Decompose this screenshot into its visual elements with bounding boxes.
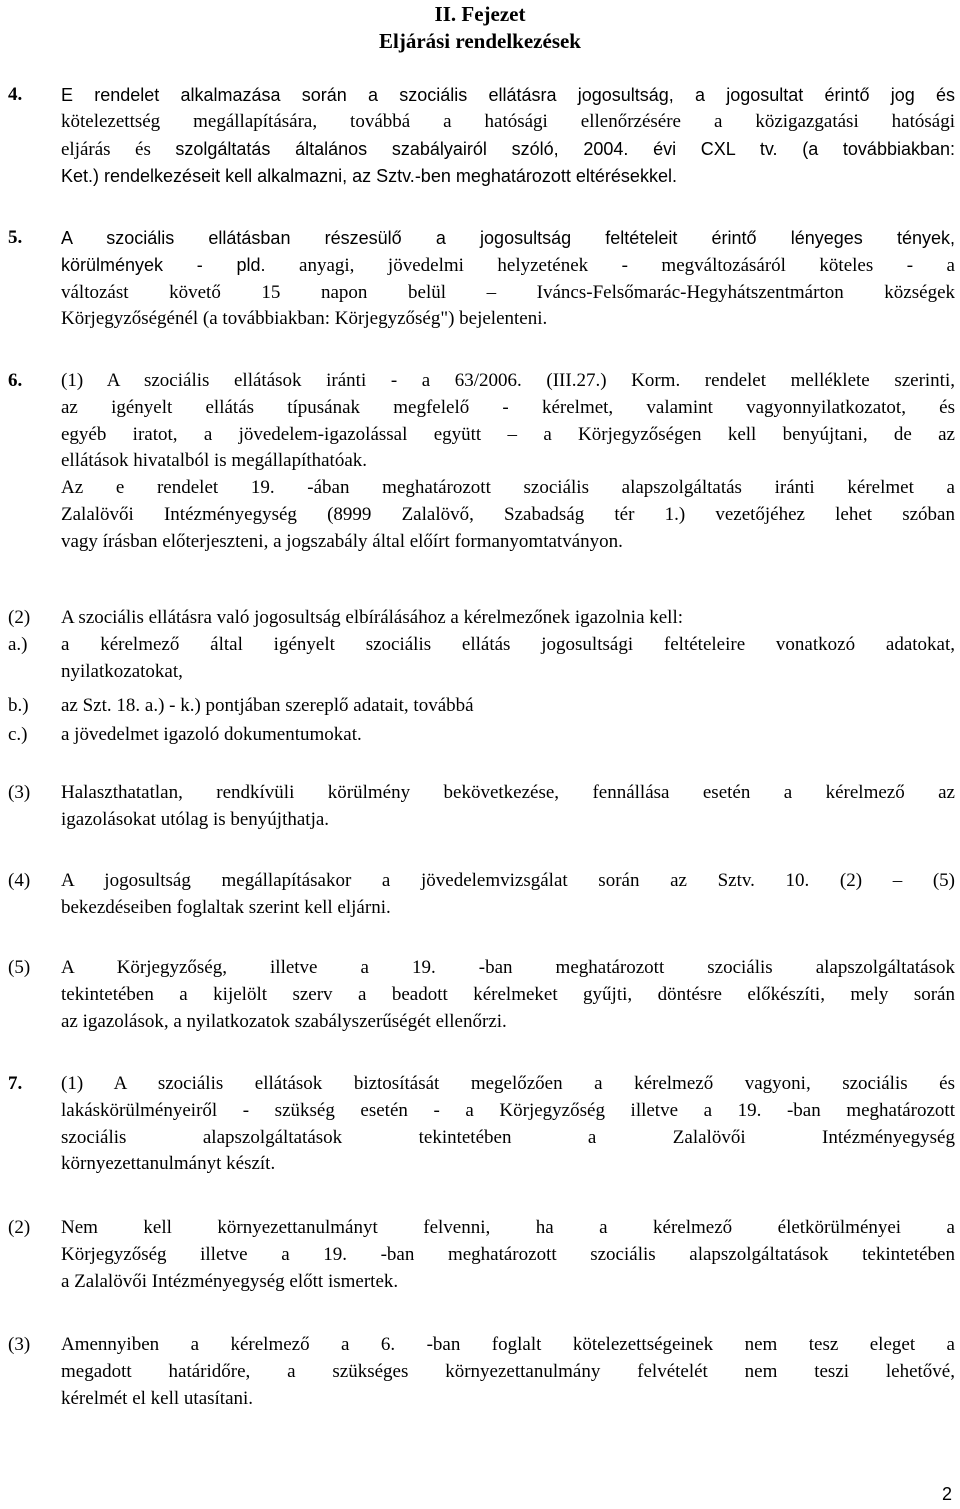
paragraph-number: (3) [8, 1334, 31, 1355]
text-line: A Körjegyzőség, illetve a 19. -ban meghatározott szociális alapszolgáltatások [61, 957, 955, 978]
paragraph-text [61, 1071, 955, 1178]
paragraph-7 [8, 1071, 955, 1186]
text-line: tekintetében a kijelölt szerv a beadott kérelmeket gyűjti, döntésre előkészíti, mely során [61, 983, 955, 1005]
text-line: lakáskörülményeiről - szükség esetén - a Körjegyzőség illetve a 19. -ban meghatározott [61, 1099, 955, 1121]
list-text: a jövedelmet igazoló dokumentumokat. [61, 724, 362, 745]
text-line: kérelmét el kell utasítani. [61, 1387, 254, 1409]
text-line: a Zalalövői Intézményegység előtt ismertek. [61, 1270, 399, 1292]
text-line: bekezdéseiben foglaltak szerint kell eljárni. [61, 896, 391, 918]
text-line: szociális alapszolgáltatások tekintetében a Zalalövői Intézményegység [61, 1126, 955, 1148]
text-line [61, 252, 955, 280]
text-line: Nem kell környezettanulmányt felvenni, ha a kérelmező életkörülményei a [61, 1217, 955, 1238]
paragraph-number: 7. [8, 1073, 23, 1094]
text-line: (1) A szociális ellátások biztosítását megelőzően a kérelmező vagyoni, szociális és [61, 1073, 955, 1094]
text-line: Körjegyzőségénél (a továbbiakban: Körjegyzőség") bejelenteni. [61, 308, 548, 330]
text-line: környezettanulmányt készít. [61, 1153, 276, 1175]
text-line: vagy írásban előterjeszteni, a jogszabály által előírt formanyomtatványon. [61, 530, 623, 552]
text-line: kötelezettség megállapítására, továbbá a hatósági ellenőrzésére a közigazgatási hatósági [61, 110, 955, 132]
paragraph-number: 4. [8, 84, 23, 105]
text-line: Zalalövői Intézményegység (8999 Zalalövő, Szabadság tér 1.) vezetőjéhez lehet szóban [61, 503, 955, 525]
text-line: (1) A szociális ellátások iránti - a 63/2006. (III.27.) Korm. rendelet melléklete szerinti, [61, 370, 955, 391]
text-line: E rendelet alkalmazása során a szociális ellátásra jogosultság, a jogosultat érintő jog és [61, 85, 955, 105]
text-line: megadott határidőre, a szükséges környezettanulmány felvételét nem teszi lehetővé, [61, 1360, 955, 1382]
paragraph-5 [8, 225, 955, 335]
text-segment: körülmények - pld. [61, 254, 266, 275]
text-line: egyéb iratot, a jövedelem-igazolással együtt – a Körjegyzőségen kell benyújtani, de az [61, 423, 955, 445]
text-segment: anyagi, jövedelmi helyzetének - megváltozásáról köteles - a [265, 254, 955, 276]
text-line: A jogosultság megállapításakor a jövedelemvizsgálat során az Sztv. 10. (2) – (5) [61, 870, 955, 891]
paragraph-text [61, 225, 955, 333]
list-marker: b.) [8, 695, 29, 716]
text-line: ellátások hivatalból is megállapíthatóak. [61, 450, 368, 472]
text-line: az igazolások, a nyilatkozatok szabályszerűségét ellenőrzi. [61, 1010, 507, 1032]
text-line [61, 136, 955, 164]
paragraph-text [61, 955, 955, 1035]
list-item-b [8, 693, 955, 723]
paragraph-text [61, 368, 955, 556]
paragraph-number: 6. [8, 370, 23, 391]
paragraph-6-3 [8, 780, 955, 840]
list-text [61, 632, 955, 686]
paragraph-number: (2) [8, 607, 31, 628]
paragraph-7-2 [8, 1215, 955, 1305]
paragraph-text [61, 82, 955, 190]
chapter-title: II. Fejezet [434, 2, 526, 26]
text-line: Körjegyzőség illetve a 19. -ban meghatározott szociális alapszolgáltatások tekintetében [61, 1243, 955, 1265]
paragraph-number: (2) [8, 1217, 31, 1238]
page-number: 2 [941, 1484, 952, 1504]
paragraph-text [61, 780, 955, 834]
paragraph-number: (4) [8, 870, 31, 891]
paragraph-number: 5. [8, 227, 23, 248]
list-item-a [8, 632, 955, 692]
paragraph-text [61, 1215, 955, 1295]
text-line: a kérelmező által igényelt szociális ellátás jogosultsági feltételeire vonatkozó adatokat, [61, 634, 955, 655]
paragraph-6-4 [8, 868, 955, 928]
text-segment: eljárás és [61, 138, 176, 160]
text-line: változást követő 15 napon belül – Iváncs-Felsőmarác-Hegyhátszentmárton községek [61, 281, 955, 303]
list-marker: a.) [8, 634, 28, 655]
text-line: nyilatkozatokat, [61, 660, 183, 682]
text-line: igazolásokat utólag is benyújthatja. [61, 808, 330, 830]
chapter-subtitle: Eljárási rendelkezések [378, 29, 581, 53]
paragraph-number: (5) [8, 957, 31, 978]
list-text: az Szt. 18. a.) - k.) pontjában szereplő adatait, továbbá [61, 695, 474, 716]
text-line: Ket.) rendelkezéseit kell alkalmazni, az Sztv.-ben meghatározott eltérésekkel. [61, 166, 677, 187]
list-marker: c.) [8, 724, 28, 745]
text-line: Halaszthatatlan, rendkívüli körülmény bekövetkezése, fennállása esetén a kérelmező az [61, 782, 955, 803]
text-line: Az e rendelet 19. -ában meghatározott szociális alapszolgáltatás iránti kérelmet a [61, 477, 955, 499]
list-item-c [8, 722, 955, 752]
paragraph-text [61, 1332, 955, 1412]
paragraph-4 [8, 82, 955, 192]
text-line: Amennyiben a kérelmező a 6. -ban foglalt kötelezettségeinek nem tesz eleget a [61, 1334, 955, 1355]
paragraph-6 [8, 368, 955, 568]
text-line: az igényelt ellátás típusának megfelelő - kérelmet, valamint vagyonnyilatkozatot, és [61, 396, 955, 418]
text-line: A szociális ellátásban részesülő a jogosultság feltételeit érintő lényeges tények, [61, 228, 955, 248]
paragraph-text: A szociális ellátásra való jogosultság elbírálásához a kérelmezőnek igazolnia kell: [61, 607, 684, 628]
text-segment: szolgáltatás általános szabályairól szóló, 2004. évi CXL tv. (a továbbiakban: [175, 138, 956, 159]
paragraph-text [61, 868, 955, 922]
paragraph-number: (3) [8, 782, 31, 803]
paragraph-6-5 [8, 955, 955, 1045]
paragraph-7-3 [8, 1332, 955, 1422]
